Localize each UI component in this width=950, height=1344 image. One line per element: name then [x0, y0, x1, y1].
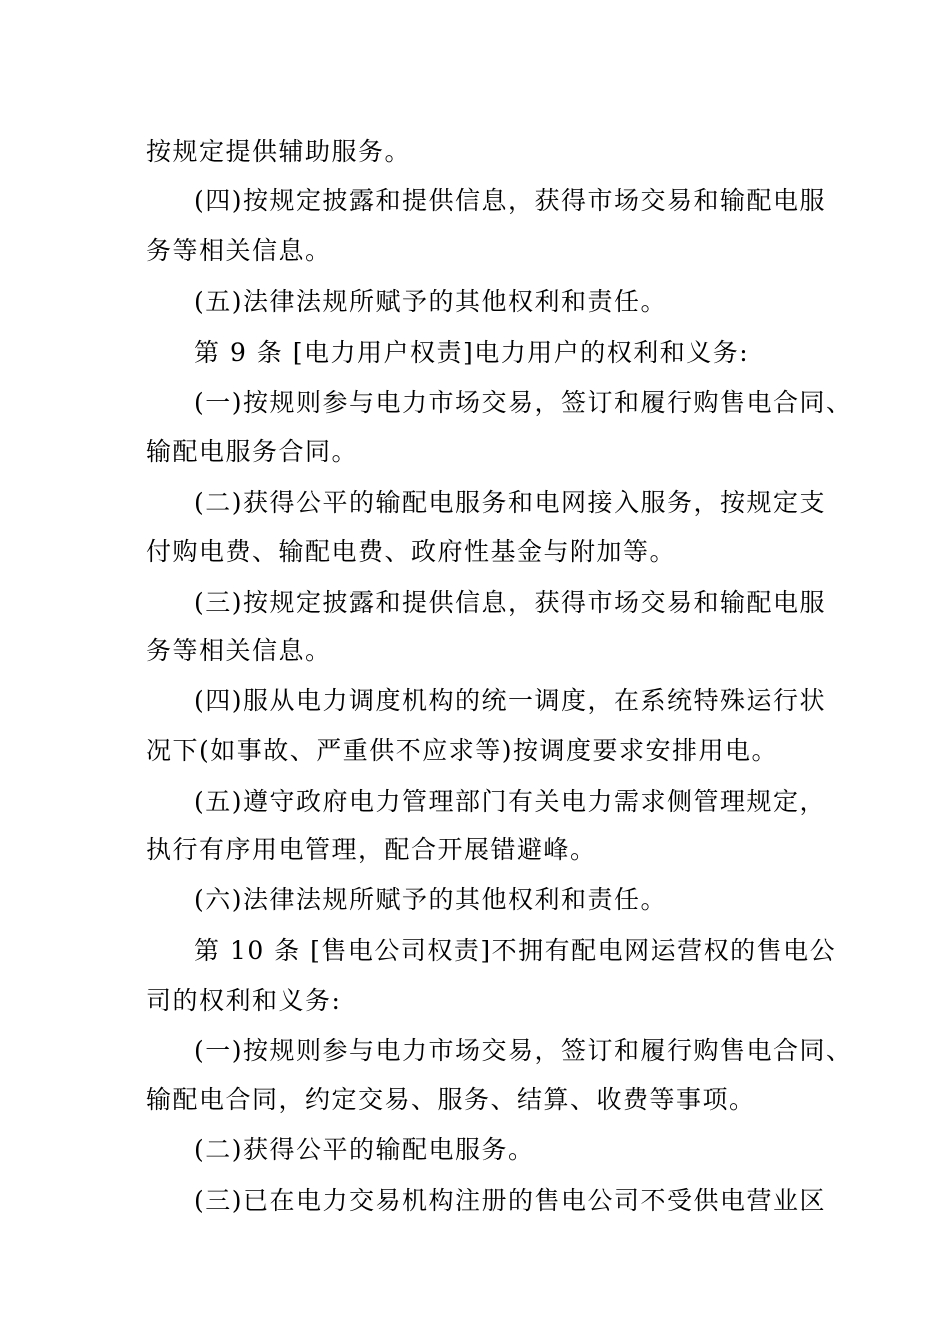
- text-line: 输配电合同，约定交易、服务、结算、收费等事项。: [146, 1085, 756, 1114]
- text-line: (二)获得公平的输配电服务。: [194, 1135, 535, 1164]
- text-line: 执行有序用电管理，配合开展错避峰。: [146, 835, 597, 864]
- text-line: (四)按规定披露和提供信息，获得市场交易和输配电服: [194, 186, 827, 215]
- text-line: (一)按规则参与电力市场交易，签订和履行购售电合同、: [194, 1036, 853, 1065]
- text-line: 按规定提供辅助服务。: [146, 137, 412, 166]
- text-line: 务等相关信息。: [146, 236, 332, 265]
- text-line: 况下(如事故、严重供不应求等)按调度要求安排用电。: [146, 736, 779, 765]
- text-line: (三)按规定披露和提供信息，获得市场交易和输配电服: [194, 588, 827, 617]
- text-line: (二)获得公平的输配电服务和电网接入服务，按规定支: [194, 488, 827, 517]
- text-line: (六)法律法规所赋予的其他权利和责任。: [194, 885, 668, 914]
- text-line: (三)已在电力交易机构注册的售电公司不受供电营业区: [194, 1186, 827, 1215]
- article-heading: 第 10 条 [售电公司权责]不拥有配电网运营权的售电公: [194, 936, 837, 965]
- text-line: 司的权利和义务:: [146, 986, 342, 1015]
- text-line: (一)按规则参与电力市场交易，签订和履行购售电合同、: [194, 388, 853, 417]
- text-line: 输配电服务合同。: [146, 437, 359, 466]
- text-line: (五)遵守政府电力管理部门有关电力需求侧管理规定，: [194, 787, 827, 816]
- text-line: 付购电费、输配电费、政府性基金与附加等。: [146, 537, 677, 566]
- text-line: (四)服从电力调度机构的统一调度，在系统特殊运行状: [194, 686, 827, 715]
- text-line: 务等相关信息。: [146, 636, 332, 665]
- text-line: (五)法律法规所赋予的其他权利和责任。: [194, 287, 668, 316]
- article-heading: 第 9 条 [电力用户权责]电力用户的权利和义务:: [194, 338, 750, 367]
